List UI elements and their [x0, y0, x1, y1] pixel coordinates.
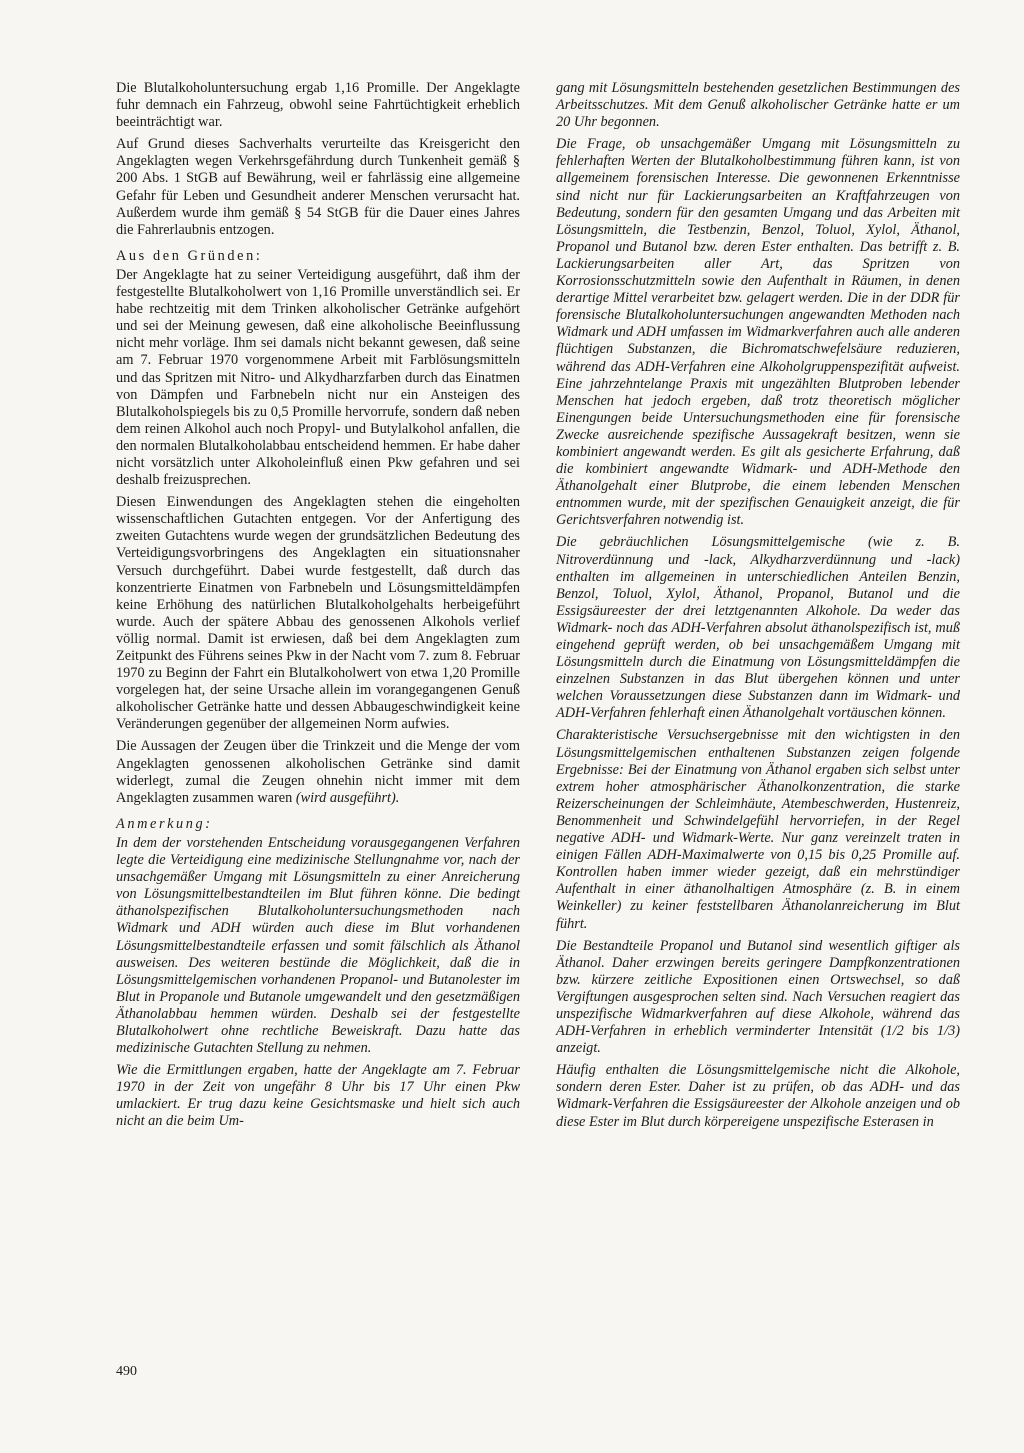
paragraph: Charakteristische Versuchsergebnisse mit den wichtigsten in den Lösungsmittelgemischen enthaltenen Substanzen zeigen folgende Ergebnisse: Bei der Einatmung von Äthanol ergaben sich selbst unter extrem hoher atmosphärischer Äthanolkonzentration, die starke Reizerscheinungen der Schleimhäute, Atembeschwerden, Hustenreiz, Benommenheit und Schwindelgefühl hervorriefen, in der Regel negative ADH- und Widmark-Werte. Nur ganz vereinzelt traten in einigen Fällen ADH-Maximalwerte von 0,15 bis 0,25 Promille auf. Kontrollen haben immer wieder gezeigt, daß ein mehrstündiger Aufenthalt in einer äthanolhaltigen Atmosphäre (z. B. in einem Weinkeller) zu keiner feststellbaren Äthanolanreicherung im Blut führt. — [556, 727, 960, 932]
paragraph: Die Frage, ob unsachgemäßer Umgang mit Lösungsmitteln zu fehlerhaften Werten der Blutalkoholbestimmung führen kann, ist von allgemeinem forensischen Interesse. Die gewonnenen Erkenntnisse sind nicht nur für Lackierungsarbeiten an Kraftfahrzeugen von Bedeutung, sondern für den gesamten Umgang und das Arbeiten mit Lösungsmitteln, die Testbenzin, Benzol, Toluol, Xylol, Äthanol, Propanol und Butanol bzw. deren Ester enthalten. Das betrifft z. B. Lackierungsarbeiten aller Art, das Spritzen von Korrosionsschutzmitteln sowie den Aufenthalt in Räumen, in denen derartige Mittel verarbeitet bzw. gelagert werden. Die in der DDR für forensische Blutalkoholuntersuchungen angewandten Methoden nach Widmark und ADH umfassen im Widmarkverfahren auch alle anderen flüchtigen Substanzen, die Bichromatschwefelsäure reduzieren, während das ADH-Verfahren eine Alkoholgruppenspezifität aufweist. Eine jahrzehntelange Praxis mit ungezählten Blutproben lebender Menschen hat jedoch ergeben, daß trotz theoretisch möglicher Einengungen beide Untersuchungsmethoden eine für forensische Zwecke ausreichende spezifische Aussagekraft besitzen, wenn sie kombiniert angewandt werden. Es gilt als gesicherte Erfahrung, daß die kombiniert angewandte Widmark- und ADH-Methode den Äthanolgehalt einer Blutprobe, die einem lebenden Menschen entnommen wurde, mit der spezifischen Genauigkeit anzeigt, die für Gerichtsverfahren notwendig ist. — [556, 136, 960, 529]
paragraph: gang mit Lösungsmitteln bestehenden gesetzlichen Bestimmungen des Arbeitsschutzes. Mit dem Genuß alkoholischer Getränke hatte er um 20 Uhr begonnen. — [556, 80, 960, 131]
section-heading-gruende: Aus den Gründen: — [116, 247, 263, 264]
paragraph: Diesen Einwendungen des Angeklagten stehen die eingeholten wissenschaftlichen Gutachten entgegen. Vor der Anfertigung des zweiten Gutachtens wurde wegen der grundsätzlichen Bedeutung des Verteidigungsvorbringens des Angeklagten ein situationsnaher Versuch durchgeführt. Dabei wurde festgestellt, daß durch das konzentrierte Einatmen von Farbnebeln und Lösungsmitteldämpfen keine Erhöhung des natürlichen Blutalkoholgehalts herbeigeführt wurde. Auch der spätere Abbau des genossenen Alkohols verlief völlig normal. Damit ist erwiesen, daß bei dem Angeklagten zum Zeitpunkt des Führens seines Pkw in der Nacht vom 7. zum 8. Februar 1970 zu Beginn der Fahrt ein Blutalkoholwert von etwa 1,20 Promille vorgelegen hat, der seine Ursache allein im vorangegangenen Genuß alkoholischer Getränke hatte und dessen Abbaugeschwindigkeit keine Veränderungen gegenüber der allgemeinen Norm aufwies. — [116, 494, 520, 733]
paragraph: Die gebräuchlichen Lösungsmittelgemische (wie z. B. Nitroverdünnung und -lack, Alkydharzverdünnung und -lack) enthalten im allgemeinen in unterschiedlichen Anteilen Benzin, Benzol, Toluol, Xylol, Äthanol, Propanol, Butanol und die Essigsäureester der drei letztgenannten Alkohole. Da weder das Widmark- noch das ADH-Verfahren absolut äthanolspezifisch ist, muß eingehend geprüft werden, ob bei unsachgemäßem Umgang mit Lösungsmitteln durch die Einatmung von Lösungsmitteldämpfen die einzelnen Substanzen in das Blut übergehen können und unter welchen Voraussetzungen diese Substanzen dann im Widmark- und ADH-Verfahren fehlerhaft einen Äthanolgehalt vortäuschen können. — [556, 534, 960, 722]
page-number: 490 — [116, 1364, 137, 1379]
paragraph: Häufig enthalten die Lösungsmittelgemische nicht die Alkohole, sondern deren Ester. Daher ist zu prüfen, ob das ADH- und das Widmark-Verfahren die Essigsäureester der Alkohole anzeigen und ob diese Ester im Blut durch körpereigene unspezifische Esterasen in — [556, 1062, 960, 1130]
left-column — [116, 80, 520, 1136]
paragraph: Wie die Ermittlungen ergaben, hatte der Angeklagte am 7. Februar 1970 in der Zeit von ungefähr 8 Uhr bis 17 Uhr einen Pkw umlackiert. Er trug dazu keine Gesichtsmaske und hielt sich auch nicht an die beim Um- — [116, 1062, 520, 1130]
paragraph: Die Blutalkoholuntersuchung ergab 1,16 Promille. Der Angeklagte fuhr demnach ein Fahrzeug, obwohl seine Fahrtüchtigkeit erheblich beeinträchtigt war. — [116, 80, 520, 131]
section-heading-anmerkung: Anmerkung: — [116, 815, 213, 832]
paragraph: Die Bestandteile Propanol und Butanol sind wesentlich giftiger als Äthanol. Daher erzwingen bereits geringere Dampfkonzentrationen bzw. kürzere zeitliche Expositionen einen Ortswechsel, so daß Vergiftungen ausgesprochen selten sind. Nach Versuchen reagiert das unspezifische Widmarkverfahren auf diese Alkohole, während das ADH-Verfahren in erheblich verminderter Intensität (1/2 bis 1/3) anzeigt. — [556, 937, 960, 1057]
paragraph: Auf Grund dieses Sachverhalts verurteilte das Kreisgericht den Angeklagten wegen Verkehrsgefährdung durch Tunkenheit gemäß § 200 Abs. 1 StGB auf Bewährung, weil er fahrlässig eine allgemeine Gefahr für Leben und Gesundheit anderer Menschen verursacht hat. Außerdem wurde ihm gemäß § 54 StGB für die Dauer eines Jahres die Fahrerlaubnis entzogen. — [116, 136, 520, 238]
zeugen-text: Die Aussagen der Zeugen über die Trinkzeit und die Menge der vom Angeklagten genossenen alkoholischen Getränke sind damit widerlegt, zumal die Zeugen ohnehin nicht immer mit dem Angeklagten zusammen waren — [116, 738, 520, 806]
zeugen-suffix: (wird ausgeführt). — [292, 789, 400, 806]
paragraph — [116, 738, 520, 806]
paragraph: In dem der vorstehenden Entscheidung vorausgegangenen Verfahren legte die Verteidigung eine medizinische Stellungnahme vor, nach der unsachgemäßer Umgang mit Lösungsmitteln zu einer Anreicherung von Lösungsmittelbestandteilen im Blut führen könne. Die bedingt äthanolspezifischen Blutalkoholuntersuchungsmethoden nach Widmark und ADH würden auch diese im Blut vorhandenen Lösungsmittelbestandteile erfassen und somit fälschlich als Äthanol ausweisen. Des weiteren bestünde die Möglichkeit, daß die in Lösungsmittelgemischen vorhandenen Propanol- und Butanolester im Blut in Propanole und Butanole umgewandelt und den gesetzmäßigen Äthanolabbau hemmen würden. Deshalb sei der festgestellte Blutalkoholwert ohne rechtliche Beweiskraft. Dazu hatte das medizinische Gutachten Stellung zu nehmen. — [116, 834, 520, 1057]
paragraph: Der Angeklagte hat zu seiner Verteidigung ausgeführt, daß ihm der festgestellte Blutalkoholwert von 1,16 Promille unverständlich sei. Er habe rechtzeitig mit dem Trinken alkoholischer Getränke aufgehört und sei der Meinung gewesen, daß eine alkoholische Beeinflussung nicht mehr vorläge. Ihm sei damals nicht bekannt gewesen, daß seine am 7. Februar 1970 vorgenommene Arbeit mit Farblösungsmitteln und das Spritzen mit Nitro- und Alkydharzfarben durch das Einatmen von Dämpfen und Farbnebeln nicht nur ein Ansteigen des Blutalkoholspiegels bis zu 0,5 Promille hervorrufe, sondern daß neben dem reinen Alkohol auch noch Propyl- und Butylalkohol anfallen, die den normalen Blutalkoholabbau entscheidend hemmen. Er habe daher nicht vorsätzlich unter Alkoholeinfluß einen Pkw gefahren und sei deshalb freizusprechen. — [116, 266, 520, 489]
right-column — [556, 80, 960, 1136]
